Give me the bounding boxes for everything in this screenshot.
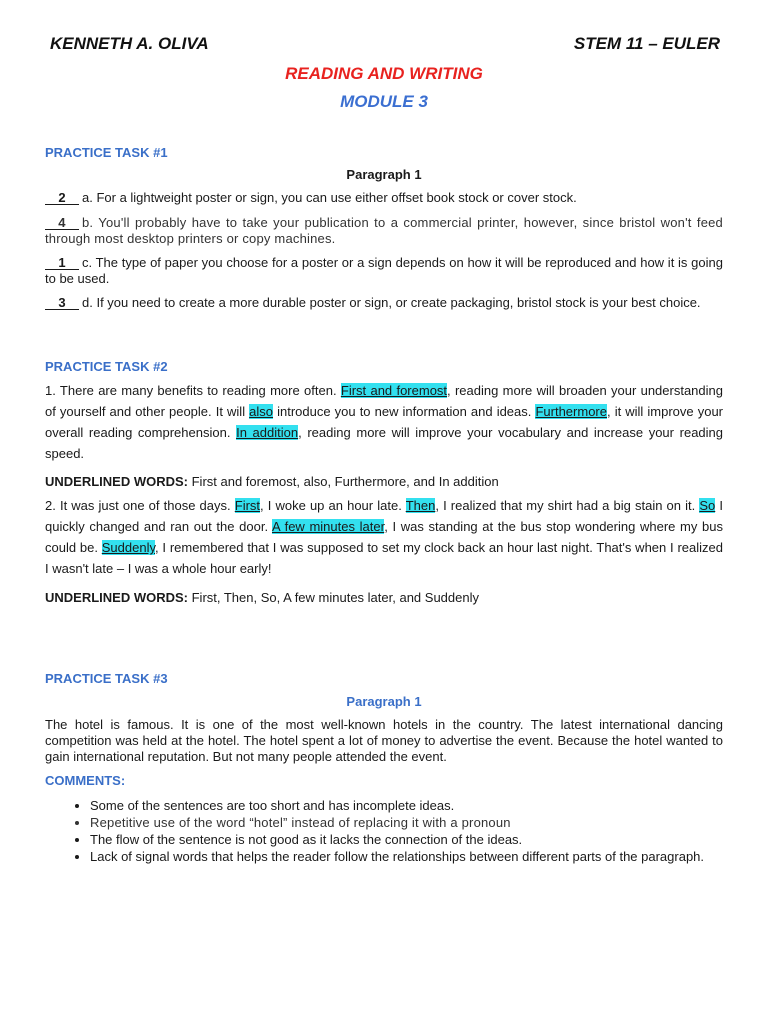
highlighted-signal-word: Then [405, 498, 436, 513]
task2-heading: PRACTICE TASK #2 [45, 359, 168, 374]
task2-paragraph-2 [45, 495, 723, 579]
task1-item-text: a. For a lightweight poster or sign, you can use either offset book stock or cover stock. [82, 190, 577, 205]
highlighted-signal-word: In addition [236, 425, 299, 440]
task1-item-text: c. The type of paper you choose for a poster or a sign depends on how it will be reproduced and how it is going to be used. [45, 255, 723, 286]
task1-heading: PRACTICE TASK #1 [45, 145, 168, 160]
underlined-words-list: First and foremost, also, Furthermore, and In addition [188, 474, 499, 489]
document-header [50, 34, 720, 54]
comment-item: • Repetitive use of the word “hotel” instead of replacing it with a pronoun [90, 814, 723, 831]
task2-paragraph-1 [45, 380, 723, 464]
task1-item-a [45, 190, 723, 206]
underlined-words-label: UNDERLINED WORDS: [45, 474, 188, 489]
comments-heading: COMMENTS: [45, 773, 126, 788]
paragraph-text: 2. It was just one of those days. [45, 498, 235, 513]
comment-item: • Lack of signal words that helps the reader follow the relationships between different parts of the paragraph. [90, 848, 723, 865]
comments-list [62, 797, 723, 865]
task2-underlined-words-2 [45, 590, 723, 606]
task1-item-b [45, 215, 723, 247]
module-title: MODULE 3 [340, 92, 428, 111]
comment-item: • The flow of the sentence is not good as it lacks the connection of the ideas. [90, 831, 723, 848]
paragraph-text: 1. There are many benefits to reading more often. [45, 383, 341, 398]
subject-title: READING AND WRITING [285, 64, 483, 83]
paragraph-text: introduce you to new information and ideas. [273, 404, 536, 419]
highlighted-signal-word: So [699, 498, 716, 513]
paragraph-text: , reading more will broaden your understanding of yourself and other people. It will [45, 383, 723, 419]
comment-item: • Some of the sentences are too short and has incomplete ideas. [90, 797, 723, 814]
task1-item-number: 1 [45, 256, 79, 270]
task1-item-text: d. If you need to create a more durable poster or sign, or create packaging, bristol stock is your best choice. [82, 295, 701, 310]
task1-item-number: 3 [45, 296, 79, 310]
task1-item-c [45, 255, 723, 287]
paragraph-text: , I remembered that I was supposed to set my clock back an hour last night. That's when I realized I wasn't late – I was a whole hour early! [45, 540, 723, 576]
task1-subheading: Paragraph 1 [346, 167, 422, 182]
student-name: KENNETH A. OLIVA [50, 34, 209, 53]
task2-underlined-words-1 [45, 474, 723, 490]
task1-item-d [45, 295, 723, 311]
task1-item-text: b. You'll probably have to take your publication to a commercial printer, however, since bristol won't feed through most desktop printers or copy machines. [45, 215, 723, 246]
paragraph-text: , reading more will improve your vocabulary and increase your reading speed. [45, 425, 723, 461]
underlined-words-list: First, Then, So, A few minutes later, and Suddenly [188, 590, 479, 605]
highlighted-signal-word: First [234, 498, 261, 513]
paragraph-text: , I woke up an hour late. [260, 498, 406, 513]
highlighted-signal-word: also [249, 404, 274, 419]
highlighted-signal-word: Suddenly [101, 540, 155, 555]
task1-item-number: 4 [45, 216, 79, 230]
paragraph-text: I quickly changed and ran out the door. [45, 498, 723, 534]
highlighted-signal-word: First and foremost [340, 383, 448, 398]
paragraph-text: , I was standing at the bus stop wondering where my bus could be. [45, 519, 723, 555]
underlined-words-label: UNDERLINED WORDS: [45, 590, 188, 605]
paragraph-text: , it will improve your overall reading comprehension. [45, 404, 724, 440]
highlighted-signal-word: Furthermore [535, 404, 607, 419]
task1-item-number: 2 [45, 191, 79, 205]
highlighted-signal-word: A few minutes later [271, 519, 385, 534]
task3-heading: PRACTICE TASK #3 [45, 671, 168, 686]
task3-paragraph: The hotel is famous. It is one of the most well-known hotels in the country. The latest international dancing competition was held at the hotel. The hotel spent a lot of money to advertise the event. Because the hotel wanted to gain international reputation. But not many people attended the event. [45, 717, 723, 764]
task3-subheading: Paragraph 1 [346, 694, 422, 709]
paragraph-text: , I realized that my shirt had a big stain on it. [435, 498, 700, 513]
student-section: STEM 11 – EULER [573, 34, 720, 53]
